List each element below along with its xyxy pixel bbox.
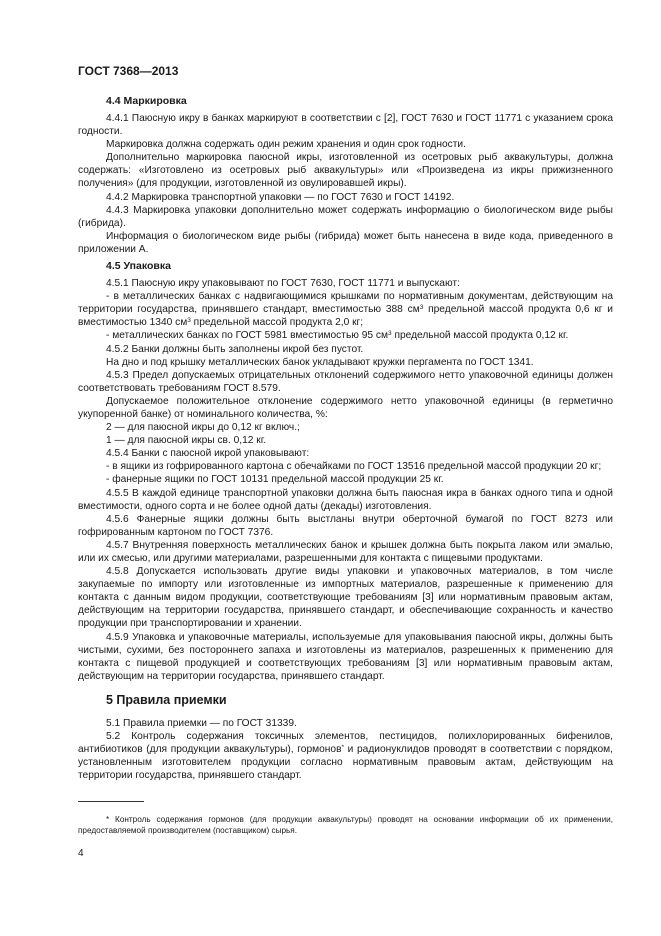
paragraph-4-5-3: 4.5.3 Предел допускаемых отрицательных отклонений содержимого нетто упаковочной единицы должен соответствовать требованиям ГОСТ 8.579. [78, 369, 613, 394]
paragraph-4-5-9: 4.5.9 Упаковка и упаковочные материалы, используемые для упаковывания паюсной икры, должны быть чистыми, сухими, без постороннего запаха и изготовлены из материалов, разрешенных к применению для контакта с пищевой продукцией и соответствующих требованиям [3] или нормативным правовым актам, действующим на территории государства, принявшего стандарт. [78, 631, 613, 682]
text-fragment: предельной массой продукта 2,0 кг; [190, 317, 364, 329]
paragraph-5-1: 5.1 Правила приемки — по ГОСТ 31339. [106, 717, 297, 729]
paragraph-aquaculture-marking: Дополнительно маркировка паюсной икры, изготовленной из осетровых рыб аквакультуры, должна содержать: «Изготовлено из осетровых рыб аквакультуры» или «Произведена из икры прижизненного получения» (для продукции, изготовленной из овулировавшей икры). [78, 152, 613, 190]
footnote-marker: * [341, 744, 345, 752]
superscript: 3 [187, 317, 191, 325]
paragraph-4-5-6: 4.5.6 Фанерные ящики должны быть выстланы внутри оберточной бумагой по ГОСТ 8273 или гофрированным картоном по ГОСТ 7376. [78, 513, 613, 538]
paragraph-4-5-2: 4.5.2 Банки должны быть заполнены икрой без пустот. [106, 343, 364, 355]
text-fragment: - металлических банках по ГОСТ 5981 вместимостью 95 см [106, 330, 388, 342]
paragraph-metal-cans-gost5981 [78, 329, 613, 342]
paragraph-4-5-1: 4.5.1 Паюсную икру упаковывают по ГОСТ 7630, ГОСТ 11771 и выпускают: [106, 278, 460, 290]
text-fragment: 5.2 Контроль содержания токсичных элементов, пестицидов, полихлорированных бифенилов, антибиотиков (для продукции аквакультуры), гормонов [78, 731, 613, 756]
paragraph-deviation-2: 2 — для паюсной икры до 0,12 кг включ.; [106, 422, 300, 434]
paragraph-metal-cans-sliding-lids [78, 290, 613, 329]
section-heading-marking: 4.4 Маркировка [106, 95, 187, 107]
footnote-text: * Контроль содержания гормонов (для продукции аквакультуры) проводят на основании информации об их применении, предоставляемой производителем (поставщиком) сырья. [78, 815, 613, 835]
text-fragment: предельной массой продукта 0,6 кг и вместимостью 1340 см [78, 304, 613, 329]
superscript: 3 [419, 304, 424, 312]
paragraph-marking-mode: Маркировка должна содержать один режим хранения и один срок годности. [106, 139, 466, 151]
section-heading-acceptance: 5 Правила приемки [106, 692, 227, 707]
page-content [78, 95, 613, 782]
text-fragment: - в металлических банках с надвигающимися крышками по нормативным документам, действующим на территории государства, принявшего стандарт, вместимостью 388 см [78, 291, 613, 316]
text-fragment: предельной массой продукта 0,12 кг. [391, 330, 569, 342]
text-fragment: и радионуклидов проводят в соответствии с порядком, установленным изготовителем продукции согласно нормативным правовым актам, действующим на территории государства, принявшего стандарт. [78, 744, 613, 782]
paragraph-4-4-3: 4.4.3 Маркировка упаковки дополнительно может содержать информацию о биологическом виде рыбы (гибрида). [78, 204, 613, 229]
page-number: 4 [78, 848, 84, 859]
paragraph-plywood-boxes: - фанерные ящики по ГОСТ 10131 предельной массой продукции 25 кг. [106, 474, 444, 486]
paragraph-5-2 [78, 730, 613, 782]
footnote-divider [78, 801, 144, 802]
paragraph-positive-deviation: Допускаемое положительное отклонение содержимого нетто упаковочной единицы (в герметично укупоренной банке) от номинального количества, %: [78, 395, 613, 420]
paragraph-4-4-2: 4.4.2 Маркировка транспортной упаковки — по ГОСТ 7630 и ГОСТ 14192. [106, 191, 455, 203]
paragraph-4-4-1: 4.4.1 Паюсную икру в банках маркируют в соответствии с [2], ГОСТ 7630 и ГОСТ 11771 с указанием срока годности. [78, 113, 613, 138]
paragraph-species-code: Информация о биологическом виде рыбы (гибрида) может быть нанесена в виде кода, приведенного в приложении А. [78, 230, 613, 255]
standard-header: ГОСТ 7368—2013 [78, 64, 179, 78]
superscript: 3 [388, 330, 392, 338]
paragraph-corrugated-boxes: - в ящики из гофрированного картона с обечайками по ГОСТ 13516 предельной массой продукции 20 кг; [106, 461, 602, 473]
paragraph-4-5-5: 4.5.5 В каждой единице транспортной упаковки должна быть паюсная икра в банках одного типа и одной вместимости, одного сорта и не более одной даты (декады) изготовления. [78, 487, 613, 512]
section-heading-packaging: 4.5 Упаковка [106, 260, 171, 273]
paragraph-parchment: На дно и под крышку металлических банок укладывают кружки пергамента по ГОСТ 1341. [106, 356, 534, 368]
paragraph-deviation-1: 1 — для паюсной икры св. 0,12 кг. [106, 435, 267, 447]
paragraph-4-5-8: 4.5.8 Допускается использовать другие виды упаковки и упаковочных материалов, в том числе закупаемые по импорту или изготовленные из импортных материалов, разрешенные к применению для контакта с данным видом продукции, соответствующие требованиям [3] или нормативным правовым актам, действующим на территории государства, принявшего стандарт, и обеспечивающие сохранность и качество продукции при транспортировании и хранении. [78, 566, 613, 630]
paragraph-4-5-4: 4.5.4 Банки с паюсной икрой упаковывают: [106, 448, 310, 460]
paragraph-4-5-7: 4.5.7 Внутренняя поверхность металлических банок и крышек должна быть покрыта лаком или эмалью, или их смесью, или другими материалами, разрешенными для контакта с пищевыми продуктами. [78, 539, 613, 564]
